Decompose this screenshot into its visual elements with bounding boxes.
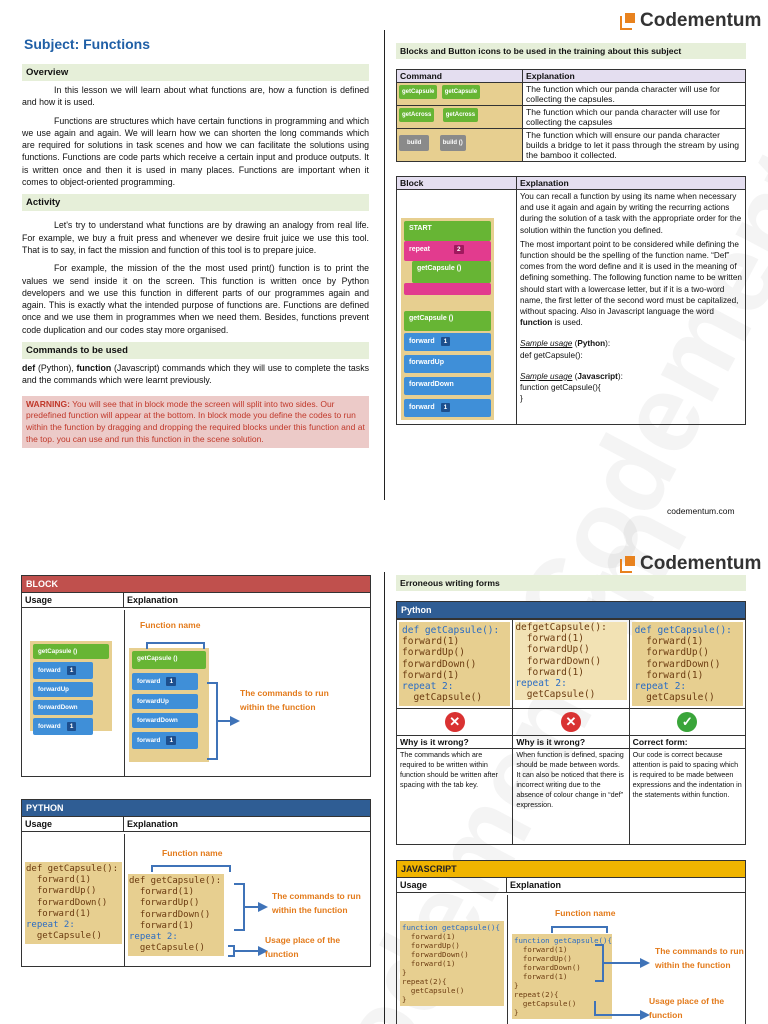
sample-python-code: def getCapsule(): [520,350,583,360]
commands-text-part: (Python), [35,363,77,374]
right-column [396,43,746,425]
erroneous-section [396,575,746,845]
table-header: Command [397,70,523,83]
code-line: repeat 2: [634,681,687,693]
code-line: forward(1) [514,972,568,981]
erroneous-heading: Erroneous writing forms [396,575,746,591]
explanation-cell [517,190,746,425]
code-line: repeat 2: [26,920,75,931]
wrong-code-1 [399,622,510,706]
code-line: forwardDown() [514,963,581,972]
code-line: } [514,981,519,990]
left-column [22,64,369,448]
reason-header-row [397,736,746,749]
javascript-usage-code [400,921,504,1006]
brand-name: Codementum [640,10,762,31]
column-divider [384,30,385,500]
code-line: forwardUp() [402,941,460,950]
code-line: getCapsule() [26,931,102,942]
code-line: } [402,995,407,1004]
warning-text: You will see that in block mode the screen will split into two sides. Our predefined function will appear at the bottom. In block mode you define the codes to run within the function by dragging and dropping the required blocks under this function and at the top. you can use and run this function in the scene solution. [26,398,365,444]
sample-label: Sample usage [520,371,573,381]
function-name-annotation: Function name [140,620,201,630]
icon-cell [513,709,629,736]
icons-heading: Blocks and Button icons to be used in the training about this subject [396,43,746,59]
block-label: forward [409,404,435,411]
block-number: 1 [67,666,77,675]
forward-block [404,399,491,417]
getcapsule-block: getCapsule [399,85,437,99]
overview-text [22,84,369,188]
bracket-arrows [122,860,272,970]
block-number: 1 [441,337,451,346]
keyword-def: def [22,363,36,374]
code-line: getCapsule() [515,689,596,701]
table-header-row [397,70,746,83]
python-box [21,799,371,967]
commands-heading: Commands to be used [22,342,369,359]
code-line: forward(1) [129,887,195,898]
code-line: function getCapsule(){ [514,936,612,945]
code-line: forwardDown() [634,658,721,670]
code-line: forwardUp() [402,647,465,659]
block-cell [397,106,523,129]
code-cell [629,620,745,709]
code-line: forward(1) [515,633,584,645]
sample-language: Python [577,339,606,349]
page-title: Subject: Functions [24,36,150,52]
reason-header: Correct form: [629,736,745,749]
overview-paragraph: Functions are structures which have certain functions in programming and which we use again and again. We will learn how we can shorten the long commands which are required for solutions in task scenes and how we can facilitate the solutions using functions. Functions are code parts which receive a certain input and produce outputs. It is written once and then it is used in many places. Functions are important when it comes to object-oriented programming. [22,115,369,188]
code-line: forward(1) [129,920,195,931]
forwardup-block: forwardUp [404,355,491,373]
table-header: Block [397,177,517,190]
codementum-logo-icon [620,556,636,572]
activity-heading: Activity [22,194,369,211]
block-number: 1 [166,736,176,745]
code-line: repeat 2: [515,678,567,690]
reason-text: When function is defined, spacing should be made between words. It can also be noticed that there is incorrect writing due to the absence of colour change in “def” expression. [513,749,629,845]
wrong-icon: ✕ [445,712,465,732]
block-number: 1 [67,722,77,731]
code-line: getCapsule() [402,692,483,704]
commands-annotation: The commands to run within the function [272,891,361,915]
code-line: forwardDown() [26,897,108,908]
forward-block [404,333,491,351]
warning-box [22,396,369,449]
block-cell [397,129,523,162]
code-line: forwardUp() [514,954,572,963]
code-line: def getCapsule(): [634,625,732,636]
code-line: forwardUp() [634,647,710,659]
code-row [397,620,746,709]
reason-row [397,749,746,845]
python-box-title: PYTHON [22,800,370,816]
usage-place-annotation: Usage place of the function [649,996,725,1020]
code-line: forward(1) [402,932,456,941]
code-line: forward(1) [402,959,456,968]
code-line: forwardDown() [129,909,211,920]
block-number: 1 [166,677,176,686]
code-line: forwardUp() [129,898,200,909]
keyword-function: function [76,363,112,374]
repeat-block [404,241,491,261]
function-name-annotation: Function name [555,908,616,918]
activity-paragraph: Let's try to understand what functions are by drawing an analogy from real life. For example, we buy a fruit press and whenever we desire fruit juice we use this tool. That is to say, in fact the mission and function of this tool is to prepare juice. [22,220,369,255]
sample-javascript-code: function getCapsule(){ [520,383,601,393]
usage-place-annotation: Usage place of the function [265,935,341,959]
code-line: getCapsule() [129,943,205,954]
footer-url: codementum.com [667,506,735,516]
table-row [397,106,746,129]
code-line: repeat(2){ [402,977,447,986]
icon-cell [397,709,513,736]
text-part: is used. [552,318,583,328]
getacross-button: getAcross [443,108,478,122]
code-line: forward(1) [634,669,704,681]
code-line: function getCapsule(){ [402,923,500,932]
build-block: build [399,135,429,151]
code-line: forward(1) [634,636,704,648]
forwarddown-block: forwardDown [132,713,198,728]
code-line: def getCapsule(): [129,876,222,886]
codementum-logo-icon [620,13,636,29]
check-icon: ✓ [677,712,697,732]
code-line: forwardUp() [26,886,97,897]
usage-block-stack [30,641,112,731]
repeat-label: repeat [409,246,431,253]
block-illustration-cell [397,190,517,425]
usage-header: Usage [397,878,507,892]
code-line: getCapsule() [402,986,465,995]
code-line: forwardDown() [515,655,602,667]
repeat-end [404,283,491,295]
code-line: } [514,1008,519,1017]
forwardup-block: forwardUp [33,682,93,697]
icon-row [397,709,746,736]
code-line: forwardDown() [402,950,469,959]
explanation-paragraph: You can recall a function by using its name when necessary and use it again and again by writing the recurring actions during the solution of a task with the appropriate order for the solution within the function you defined. [520,192,742,235]
forwardup-block: forwardUp [132,694,198,709]
commands-text [22,362,369,387]
code-cell [397,620,513,709]
brand-logo [620,553,761,575]
block-box [21,575,371,777]
block-label: forward [38,723,61,730]
getcapsule-call-block: getCapsule () [412,261,491,283]
brand-name: Codementum [640,553,762,574]
block-label: forward [409,338,435,345]
usage-header: Usage [22,817,124,831]
code-line: forward(1) [402,669,460,681]
keyword-function: function [520,318,553,328]
commands-annotation: The commands to run within the function [655,946,744,970]
python-bar: Python [396,601,746,619]
block-number: 1 [441,403,451,412]
block-cell [397,83,523,106]
code-line: def getCapsule(): [402,625,500,636]
wrong-code-2 [515,622,626,700]
table-header-row [397,177,746,190]
code-line: forward(1) [26,875,92,886]
table-row [397,129,746,162]
table-header: Explanation [517,177,746,190]
block-box-title: BLOCK [22,576,370,592]
table-cell: The function which our panda character will use for collecting the capsules [523,106,746,129]
code-line: repeat 2: [129,932,178,943]
javascript-box-title: JAVASCRIPT [397,861,745,877]
brand-logo [620,10,761,32]
overview-heading: Overview [22,64,369,81]
function-definition-block: getCapsule () [404,311,491,331]
column-divider [384,572,385,1024]
repeat-count: 2 [454,245,464,254]
code-line: forward(1) [514,945,568,954]
wrong-icon: ✕ [561,712,581,732]
code-line: getCapsule() [514,999,577,1008]
explanation-header: Explanation [510,880,562,890]
commands-annotation: The commands to run within the function [240,688,329,712]
block-table [396,176,746,425]
function-name-annotation: Function name [162,848,223,858]
function-definition-block: getCapsule () [132,651,206,669]
explanation-header: Explanation [127,595,179,605]
usage-header: Usage [22,593,124,607]
explanation-header: Explanation [127,819,179,829]
table-row [397,190,746,425]
sample-javascript: Sample usage (Javascript): [520,371,623,381]
code-line: getCapsule() [634,692,715,704]
code-line: forward(1) [515,666,584,678]
python-usage-code [25,862,122,944]
javascript-box [396,860,746,1024]
overview-paragraph: In this lesson we will learn about what functions are, how a function is defined and how it is used. [22,85,369,108]
code-line: repeat(2){ [514,990,559,999]
getacross-block: getAcross [399,108,434,122]
text-part: The most important point to be considered while defining the function should be the spelling of the function name. “Def” comes from the word define and it is used in the meaning of defining something. The following function name to be written should start with a lowercase letter, but if it is a two-word name, the first letter of the second word must be capitalized, without spacing. Also in Javascript language the word [520,239,742,317]
build-button: build () [440,135,466,151]
sample-label: Sample usage [520,339,573,349]
code-line: def getCapsule(): [26,864,119,874]
activity-text [22,219,369,336]
table-cell: The function which our panda character will use for collecting the capsules. [523,83,746,106]
spacer [404,295,491,311]
forward-block [33,662,93,679]
code-line: forwardDown() [402,658,477,670]
start-block: START [404,221,491,241]
block-label: forward [38,667,61,674]
reason-header: Why is it wrong? [513,736,629,749]
table-row [397,83,746,106]
bracket-arrows [507,919,657,1024]
table-cell: The function which will ensure our panda character builds a bridge to let it pass through the stream by using the bamboo it collected. [523,129,746,162]
correct-code [632,622,743,706]
sample-python: Sample usage (Python): [520,339,611,349]
forward-block [33,718,93,735]
reason-text: The commands which are required to be written within function should be written after spacing with the tab key. [397,749,513,845]
javascript-box-header [397,877,745,893]
python-box-header [22,816,370,832]
block-label: forward [137,737,161,744]
command-table [396,69,746,162]
activity-paragraph: For example, the mission of the the most used print() function is to print the values we send inside it on the screen. This function is written once by Python developers and we use this function in different parts of our programmes again and again. This is exactly what the intended purpose of functions are. Functions are defined once and we use them in programmes when we need them. Besides, functions prevent code duplication and our codes stay more organised. [22,263,369,335]
code-line: forwardUp() [515,644,590,656]
reason-text: Our code is correct because attention is paid to spacing which is required to be made between expressions and the indentation in the statements within function. [629,749,745,845]
block-stack [401,218,494,420]
code-line: repeat 2: [402,681,454,693]
reason-header: Why is it wrong? [397,736,513,749]
code-line: forward(1) [402,636,460,648]
forwarddown-block: forwardDown [33,700,93,715]
icon-cell [629,709,745,736]
table-header: Explanation [523,70,746,83]
sample-language: Javascript [577,371,618,381]
block-label: forward [137,678,161,685]
code-line: } [402,968,407,977]
sample-javascript-code: } [520,394,523,404]
function-definition-block: getCapsule () [33,644,109,659]
forwarddown-block: forwardDown [404,377,491,395]
commands-text-part: (Javascript) commands which they will use to complete the tasks and the commands which were learnt previously. [22,363,369,386]
erroneous-table [396,619,746,845]
code-line: defgetCapsule(): [515,622,607,633]
code-cell [513,620,629,709]
explanation-paragraph [520,239,742,329]
getcapsule-button: getCapsule [442,85,480,99]
block-box-header [22,592,370,608]
code-line: forward(1) [26,908,92,919]
warning-label: WARNING: [26,398,70,409]
